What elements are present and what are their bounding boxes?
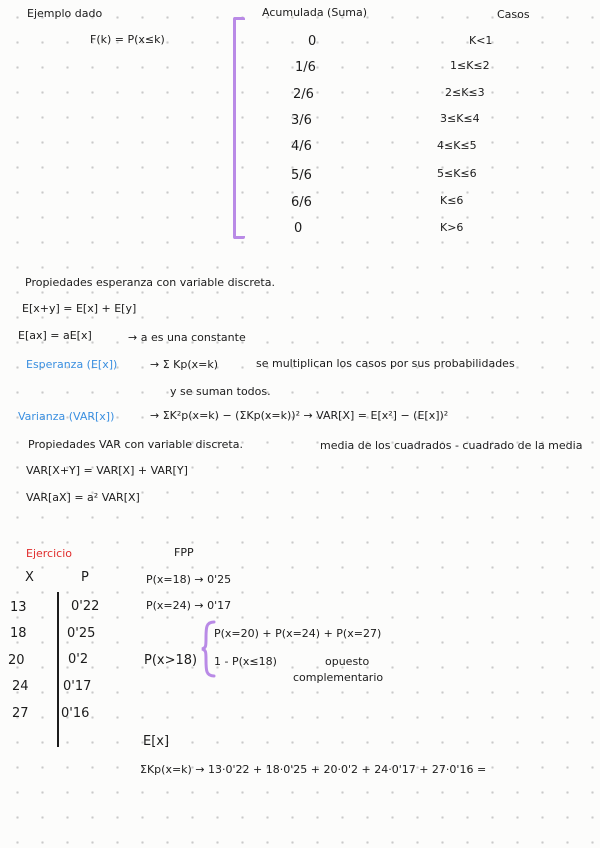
case-value: K≤6 (440, 194, 464, 207)
x-value: 20 (8, 653, 25, 668)
table-divider (57, 592, 59, 747)
p-value: 0'16 (61, 706, 90, 721)
variance-label: Varianza (VAR[x]) (18, 410, 115, 423)
sum-value: 0 (294, 221, 303, 236)
probability-24: P(x=24) → 0'17 (146, 599, 232, 612)
case-value: K>6 (440, 221, 464, 234)
expectation-description: se multiplican los casos por sus probabilidades (256, 357, 515, 370)
sum-value: 1/6 (295, 60, 316, 75)
case-value: 1≤K≤2 (450, 59, 490, 72)
p-value: 0'2 (68, 652, 89, 667)
probability-sum-option: P(x=20) + P(x=24) + P(x=27) (214, 627, 382, 640)
p-value: 0'25 (67, 626, 96, 641)
column-header-cases: Casos (497, 8, 530, 21)
column-header-sum: Acumulada (Suma) (262, 6, 368, 19)
scalar-note: → a es una constante (128, 331, 246, 344)
expectation-label-exercise: E[x] (143, 734, 170, 749)
expectation-calculation: ΣKp(x=k) → 13·0'22 + 18·0'25 + 20·0'2 + 24·0'17 + 27·0'16 = (140, 763, 487, 776)
variance-formula: → ΣK²p(x=k) − (ΣKp(x=k))² → VAR[X] = E[x²] − (E[x])² (150, 409, 449, 422)
expectation-description-2: y se suman todos. (170, 385, 271, 398)
x-value: 18 (10, 626, 27, 641)
variance-properties-title: Propiedades VAR con variable discreta. (28, 438, 243, 451)
case-value: 2≤K≤3 (445, 86, 485, 99)
sum-value: 2/6 (293, 87, 314, 102)
p-value: 0'22 (71, 599, 100, 614)
x-value: 27 (12, 706, 29, 721)
example-title: Ejemplo dado (27, 7, 103, 20)
sum-value: 5/6 (291, 168, 312, 183)
probability-greater-18: P(x>18) (144, 653, 198, 668)
x-value: 13 (10, 600, 27, 615)
properties-title: Propiedades esperanza con variable discreta. (25, 276, 275, 289)
complement-note-2: complementario (293, 671, 384, 684)
probability-complement-option: 1 - P(x≤18) (214, 655, 277, 668)
purple-bracket (233, 17, 245, 239)
sum-value: 0 (308, 34, 317, 49)
fpp-label: FPP (174, 546, 194, 559)
column-header-x: X (25, 570, 34, 585)
expectation-label: Esperanza (E[x]) (26, 358, 118, 371)
expectation-sum-property: E[x+y] = E[x] + E[y] (22, 302, 137, 315)
variance-sum-property: VAR[X+Y] = VAR[X] + VAR[Y] (26, 464, 188, 477)
case-value: K<1 (469, 34, 493, 47)
exercise-title: Ejercicio (26, 547, 72, 560)
expectation-scalar-property: E[ax] = aE[x] (18, 329, 92, 342)
variance-note: media de los cuadrados - cuadrado de la media (320, 439, 583, 452)
cdf-formula: F(k) = P(x≤k) (90, 33, 165, 46)
variance-scalar-property: VAR[aX] = a² VAR[X] (26, 491, 140, 504)
probability-18: P(x=18) → 0'25 (146, 573, 232, 586)
case-value: 3≤K≤4 (440, 112, 480, 125)
complement-note: opuesto (325, 655, 370, 668)
expectation-formula: → Σ Kp(x=k) (150, 358, 219, 371)
case-value: 5≤K≤6 (437, 167, 477, 180)
p-value: 0'17 (63, 679, 92, 694)
sum-value: 3/6 (291, 113, 312, 128)
x-value: 24 (12, 679, 29, 694)
case-value: 4≤K≤5 (437, 139, 477, 152)
sum-value: 4/6 (291, 139, 312, 154)
sum-value: 6/6 (291, 195, 312, 210)
column-header-p: P (81, 570, 89, 585)
